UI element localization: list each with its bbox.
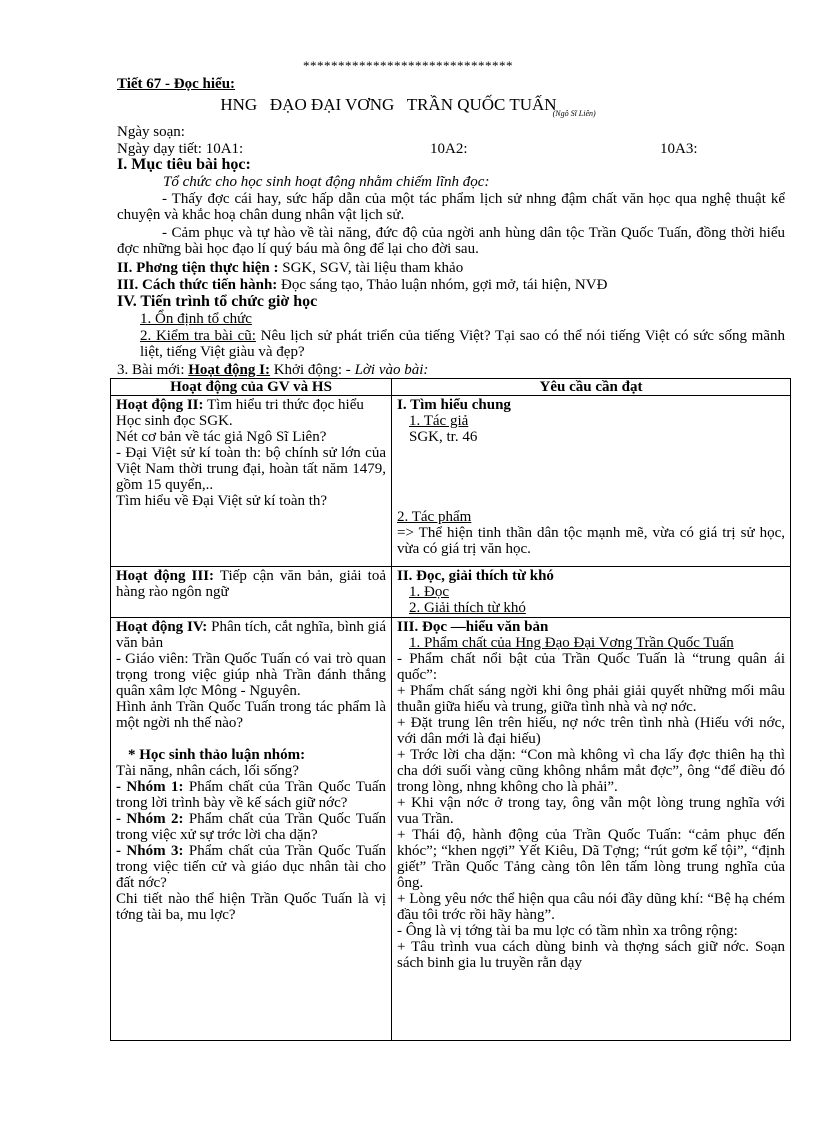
section2-heading: II. Phơng tiện thực hiện :	[117, 260, 279, 276]
row3-left-title-rest: Phân tích, cắt nghĩa, bình giá văn bản	[116, 619, 387, 651]
row1-left-line: Nét cơ bản về tác giả Ngô Sĩ Liên?	[116, 429, 327, 445]
section1-p2: - Cảm phục và tự hào về tài năng, đức độ của ngời anh hùng dân tộc Trần Quốc Tuấn, đồng thời hiểu đợc những bài học đạo lí quý báu mà ông để lại cho đời sau.	[117, 225, 785, 257]
table-row	[111, 567, 791, 618]
row3-right-line: + Tâu trình vua cách dùng binh và thợng sách giữ nớc. Soạn sách binh gia lu truyền rằn dạy	[397, 939, 785, 971]
section1-heading: I. Mục tiêu bài học:	[117, 156, 251, 173]
row3-right-line: + Khi vận nớc ở trong tay, ông vẫn một lòng trung nghĩa với vua Trần.	[397, 795, 785, 827]
row1-right-title: I. Tìm hiểu chung	[397, 397, 511, 413]
section3	[117, 277, 607, 293]
section1-intro: Tổ chức cho học sinh hoạt động nhằm chiếm lĩnh đọc:	[163, 174, 490, 190]
row1-left	[111, 396, 392, 567]
row3-right-line: + Đặt trung lên trên hiếu, nợ nớc trên tình nhà (Hiếu với nớc, với dân mới là đại hiếu)	[397, 715, 785, 747]
page-title	[0, 95, 816, 118]
section3-text: Đọc sáng tạo, Thảo luận nhóm, gợi mở, tái hiện, NVĐ	[281, 277, 608, 293]
author-name: (Ngô Sĩ Liên)	[552, 109, 596, 118]
row3-left-line: - Giáo viên: Trần Quốc Tuấn có vai trò quan trọng trong việc giúp nhà Trần đánh thắng quân xâm lợc Mông - Nguyên.	[116, 651, 386, 699]
row2-left	[111, 567, 392, 618]
group-intro: Tài năng, nhân cách, lối sống?	[116, 763, 299, 779]
lesson-label: Tiết 67 - Đọc hiểu:	[117, 76, 236, 92]
row1-right-sub1-text: SGK, tr. 46	[409, 429, 478, 445]
section4-item1: 1. Ổn định tổ chức	[140, 311, 252, 327]
section2-text: SGK, SGV, tài liệu tham khảo	[282, 260, 464, 276]
table-row	[111, 396, 791, 567]
section4-heading: IV. Tiến trình tổ chức giờ học	[117, 293, 318, 310]
table-header-left: Hoạt động của GV và HS	[111, 379, 392, 396]
row1-right-sub2: 2. Tác phẩm	[397, 509, 472, 525]
row3-left-line: Hình ảnh Trần Quốc Tuấn trong tác phẩm là một ngời nh thế nào?	[116, 699, 386, 731]
row1-left-title-rest: Tìm hiểu tri thức đọc hiểu	[207, 397, 364, 413]
item3-d: Lời vào bài:	[354, 362, 429, 378]
row2-left-title: Hoạt động III:	[116, 568, 215, 584]
row3-right-line: + Phẩm chất sáng ngời khi ông phải giải quyết những mối mâu thuẫn giữa hiếu và trung, giữa tình nhà và nợ nớc.	[397, 683, 785, 715]
table-row	[111, 618, 791, 1041]
group-item: - Nhóm 3: Phẩm chất của Trần Quốc Tuấn trong việc tiến cử và giáo dục nhân tài cho đất nớc?	[116, 843, 386, 891]
row1-left-title: Hoạt động II:	[116, 397, 204, 413]
row1-right	[392, 396, 791, 567]
date-prepared: Ngày soạn:	[117, 124, 185, 140]
section1-p1: - Thấy đợc cái hay, sức hấp dẫn của một tác phẩm lịch sử nhng đậm chất văn học qua nghệ thuật kể chuyện và khắc hoạ chân dung nhân vật lịch sử.	[117, 191, 785, 223]
row3-left-title: Hoạt động IV:	[116, 619, 208, 635]
row3-right-line: + Thái độ, hành động của Trần Quốc Tuấn: “cảm phục đến khóc”; “khen ngợi” Yết Kiêu, Dã Tợng; “rút gơm kể tội”, “định giết” Trần Quốc Tảng càng tôn lên tấm lòng trung nghĩa của ông.	[397, 827, 785, 891]
row3-right-line: + Lòng yêu nớc thể hiện qua câu nói đầy dũng khí: “Bệ hạ chém đầu tôi trớc rồi hãy hàng”.	[397, 891, 785, 923]
section4-item2	[140, 328, 785, 360]
row3-right	[392, 618, 791, 1041]
activity-table	[110, 378, 791, 1041]
row3-right-sub1: 1. Phẩm chất của Hng Đạo Đại Vơng Trần Quốc Tuấn	[409, 635, 734, 651]
item3-b: Hoạt động I:	[188, 362, 270, 378]
row1-right-sub1: 1. Tác giả	[409, 413, 469, 429]
section3-heading: III. Cách thức tiến hành:	[117, 277, 278, 293]
row2-right-sub1: 1. Đọc	[409, 584, 449, 600]
group-item: - Nhóm 2: Phẩm chất của Trần Quốc Tuấn trong việc xử sự trớc lời cha dặn?	[116, 811, 386, 843]
title-text: HNG ĐẠO ĐẠI VƠNG TRẦN QUỐC TUẤN	[220, 95, 557, 114]
row1-left-line: Tìm hiểu về Đại Việt sử kí toàn th?	[116, 493, 328, 509]
stars-divider: ******************************	[303, 58, 513, 73]
row3-right-line: + Trớc lời cha dặn: “Con mà không vì cha lấy đợc thiên hạ thì cha dới suối vàng cũng không nhắm mắt đợc”, ông “để điều đó trong lòng, nhng không cho là phải”.	[397, 747, 785, 795]
row2-right-sub2: 2. Giải thích từ khó	[409, 600, 526, 616]
row3-left-end: Chi tiết nào thể hiện Trần Quốc Tuấn là vị tớng tài ba, mu lợc?	[116, 891, 386, 923]
row2-right	[392, 567, 791, 618]
row3-right-line: - Phẩm chất nổi bật của Trần Quốc Tuấn là “trung quân ái quốc”:	[397, 651, 785, 683]
row3-right-title: III. Đọc —hiểu văn bản	[397, 619, 549, 635]
group-item: - Nhóm 1: Phẩm chất của Trần Quốc Tuấn trong lời trình bày về kế sách giữ nớc?	[116, 779, 386, 811]
group-title: * Học sinh thảo luận nhóm:	[128, 747, 306, 763]
row2-right-title: II. Đọc, giải thích từ khó	[397, 568, 554, 584]
row3-left	[111, 618, 392, 1041]
section4-item3	[117, 362, 428, 378]
row1-right-sub2-text: => Thể hiện tinh thần dân tộc mạnh mẽ, vừa có giá trị sử học, vừa có giá trị văn học.	[397, 525, 785, 557]
row3-right-line: - Ông là vị tớng tài ba mu lợc có tầm nhìn xa trông rộng:	[397, 923, 738, 939]
row1-left-line: - Đại Việt sử kí toàn th: bộ chính sử lớn của Việt Nam thời trung đại, hoàn tất năm 1479, gồm 15 quyển,..	[116, 445, 386, 493]
item3-a: 3. Bài mới:	[117, 362, 185, 378]
row1-left-line: Học sinh đọc SGK.	[116, 413, 233, 429]
item2-text: Nêu lịch sử phát triển của tiếng Việt? Tại sao có thể nói tiếng Việt có sức sống mãnh liệt, tiếng Việt giàu và đẹp?	[140, 328, 786, 360]
class1-label: Ngày dạy tiết: 10A1:	[117, 141, 244, 157]
table-header-row	[111, 379, 791, 396]
row2-left-title-rest: Tiếp cận văn bản, giải toả hàng rào ngôn ngữ	[116, 568, 386, 600]
item3-c: Khởi động: -	[273, 362, 351, 378]
class3-label: 10A3:	[660, 141, 698, 157]
date-taught	[117, 141, 243, 157]
section2	[117, 260, 463, 276]
item2-label: 2. Kiểm tra bài cũ:	[140, 328, 256, 344]
class2-label: 10A2:	[430, 141, 468, 157]
table-header-right: Yêu cầu cần đạt	[392, 379, 791, 396]
